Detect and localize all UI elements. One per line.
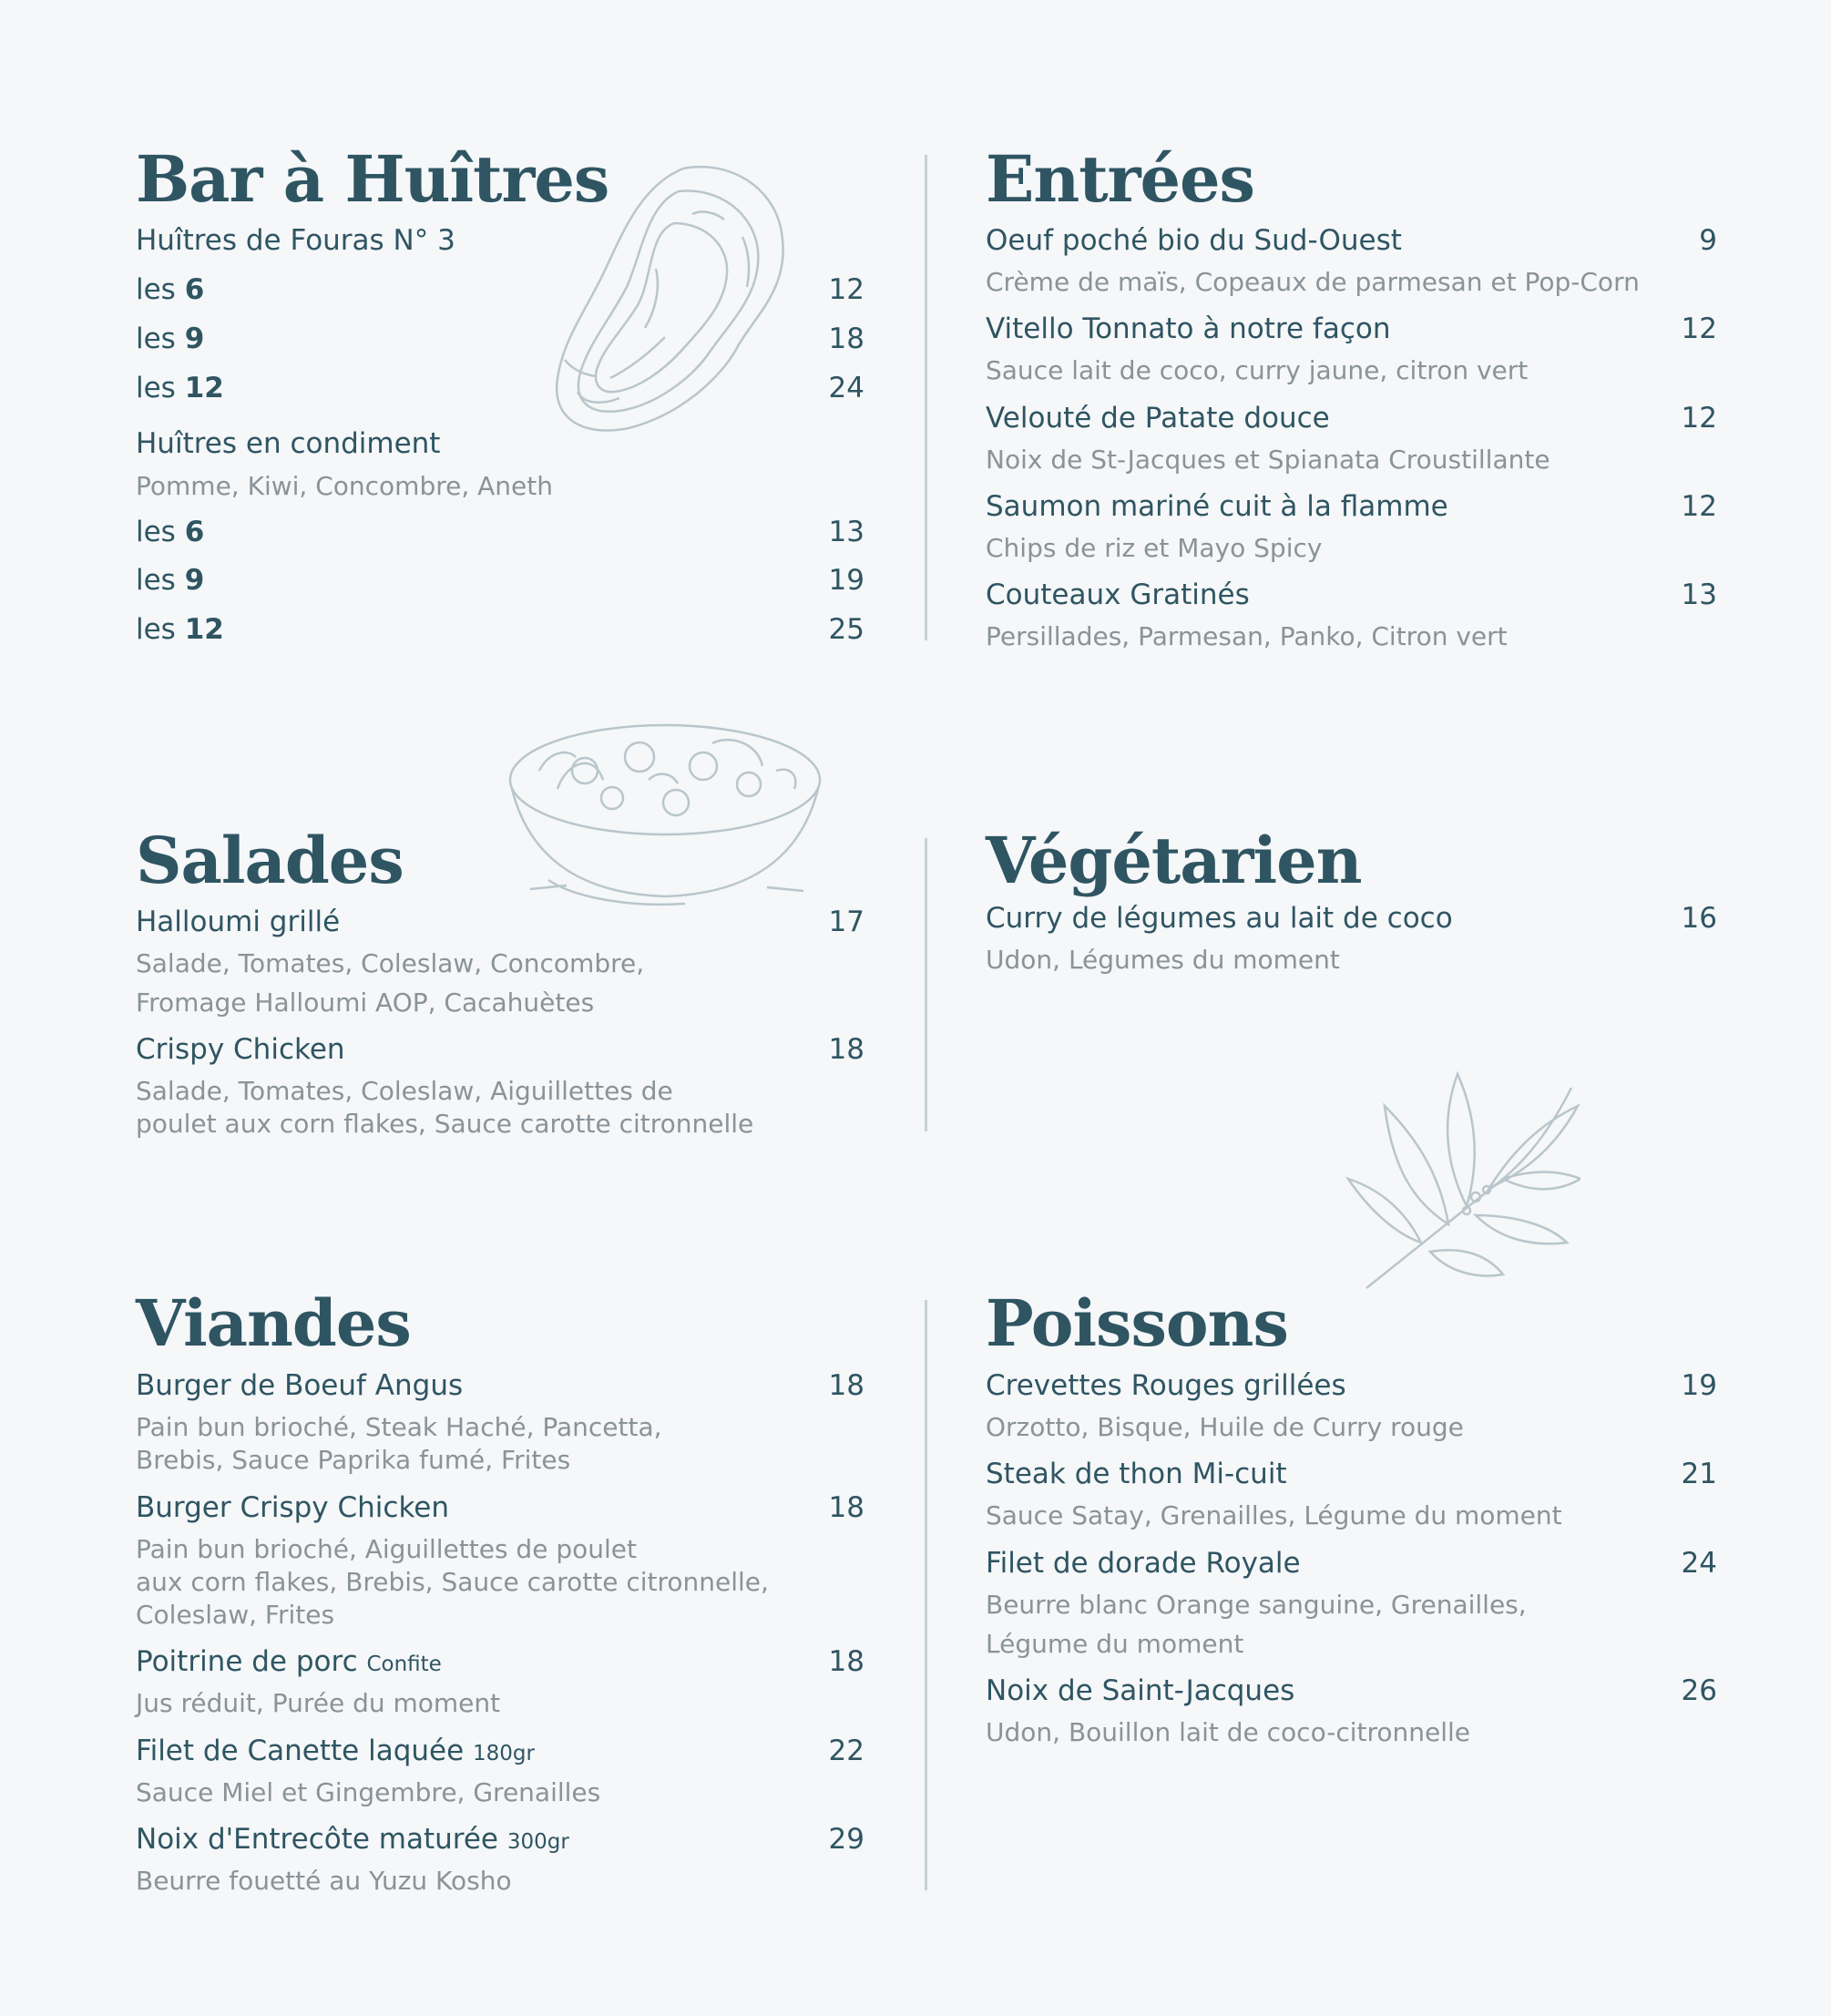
item-description: Salade, Tomates, Coleslaw, Concombre,: [136, 948, 645, 978]
item-name: Noix de Saint-Jacques: [986, 1674, 1295, 1707]
menu-item: [136, 1029, 864, 1069]
item-description: aux corn flakes, Brebis, Sauce carotte citronnelle,: [136, 1567, 769, 1597]
section-bar-huitres: [136, 141, 864, 658]
section-poissons: [986, 1285, 1717, 1765]
item-description: Udon, Légumes du moment: [986, 945, 1340, 975]
menu-item: [986, 486, 1717, 527]
menu-item: [986, 398, 1717, 438]
section-vegetarien: [986, 823, 1717, 993]
column-divider-middle: [925, 838, 927, 1131]
item-price: 18: [828, 1491, 864, 1524]
item-description: Salade, Tomates, Coleslaw, Aiguillettes de: [136, 1076, 673, 1106]
menu-group-title: Huîtres en condiment: [136, 427, 441, 460]
item-price: 12: [1681, 490, 1717, 523]
item-price: 12: [828, 273, 864, 306]
item-name: Saumon mariné cuit à la flamme: [986, 490, 1448, 523]
item-price: 17: [828, 906, 864, 938]
item-price: 19: [828, 564, 864, 597]
menu-item: [986, 309, 1717, 349]
item-name: Velouté de Patate douce: [986, 402, 1330, 435]
item-description: Fromage Halloumi AOP, Cacahuètes: [136, 988, 595, 1018]
menu-item: [986, 1366, 1717, 1406]
item-description: Sauce Miel et Gingembre, Grenailles: [136, 1777, 601, 1807]
item-description: Orzotto, Bisque, Huile de Curry rouge: [986, 1412, 1464, 1442]
section-title: Entrées: [986, 141, 1254, 217]
item-price: 16: [1681, 902, 1717, 935]
item-price: 13: [828, 516, 864, 548]
item-price: 24: [828, 372, 864, 404]
section-salades: [136, 823, 864, 1148]
menu-item: [986, 1454, 1717, 1494]
menu-item: Poitrine de porc Confite 18: [136, 1642, 864, 1682]
item-name: Curry de légumes au lait de coco: [986, 902, 1453, 935]
item-price: 12: [1681, 402, 1717, 435]
item-price: 24: [1681, 1547, 1717, 1580]
item-description: Sauce Satay, Grenailles, Légume du moment: [986, 1500, 1562, 1530]
item-price: 26: [1681, 1674, 1717, 1707]
menu-item: [136, 902, 864, 942]
menu-item: [986, 898, 1717, 938]
item-description: Chips de riz et Mayo Spicy: [986, 533, 1323, 563]
menu-item: [986, 220, 1717, 261]
column-divider-bottom: [925, 1300, 927, 1890]
column-divider-top: [925, 155, 927, 640]
item-price: 25: [828, 613, 864, 646]
item-name: Halloumi grillé: [136, 906, 341, 938]
item-price: 18: [828, 1369, 864, 1402]
item-name: Oeuf poché bio du Sud-Ouest: [986, 224, 1402, 257]
item-name: Crevettes Rouges grillées: [986, 1369, 1346, 1402]
menu-item: les 9 18: [136, 319, 864, 359]
section-title: Bar à Huîtres: [136, 141, 609, 217]
item-name: Burger de Boeuf Angus: [136, 1369, 464, 1402]
item-description: Udon, Bouillon lait de coco-citronnelle: [986, 1717, 1470, 1747]
item-price: 29: [828, 1823, 864, 1856]
item-price: 18: [828, 1645, 864, 1678]
item-price: 22: [828, 1735, 864, 1767]
item-name: Crispy Chicken: [136, 1033, 345, 1066]
item-name: Poitrine de porc: [136, 1645, 367, 1678]
item-price: 19: [1681, 1369, 1717, 1402]
menu-item: [136, 1366, 864, 1406]
section-title: Viandes: [136, 1285, 411, 1361]
item-name: Filet de Canette laquée: [136, 1735, 474, 1767]
menu-item: les 6 12: [136, 270, 864, 310]
menu-item: les 6 13: [136, 512, 864, 552]
item-name: Steak de thon Mi-cuit: [986, 1458, 1287, 1490]
section-title: Poissons: [986, 1285, 1288, 1361]
menu-item: [986, 1543, 1717, 1583]
item-name: Burger Crispy Chicken: [136, 1491, 450, 1524]
item-description: Crème de maïs, Copeaux de parmesan et Pop-Corn: [986, 267, 1640, 297]
item-name: Couteaux Gratinés: [986, 578, 1250, 611]
menu-item: les 12 25: [136, 609, 864, 650]
menu-item: les 9 19: [136, 560, 864, 600]
item-description: Pain bun brioché, Steak Haché, Pancetta,: [136, 1412, 662, 1442]
item-description: Beurre blanc Orange sanguine, Grenailles,: [986, 1590, 1527, 1620]
menu-item: [986, 1671, 1717, 1711]
menu-item: les 12 24: [136, 368, 864, 408]
item-description: Pain bun brioché, Aiguillettes de poulet: [136, 1534, 637, 1564]
menu-item: Noix d'Entrecôte maturée 300gr 29: [136, 1819, 864, 1859]
item-name: Filet de dorade Royale: [986, 1547, 1301, 1580]
item-description: Beurre fouetté au Yuzu Kosho: [136, 1866, 512, 1896]
item-description: Pomme, Kiwi, Concombre, Aneth: [136, 471, 553, 501]
menu-item: [986, 575, 1717, 615]
item-price: 18: [828, 322, 864, 355]
section-entrees: [986, 141, 1717, 658]
menu-item: [136, 1488, 864, 1528]
item-description: Noix de St-Jacques et Spianata Croustillante: [986, 445, 1550, 475]
item-price: 12: [1681, 312, 1717, 345]
section-viandes: [136, 1285, 864, 1902]
menu-item: Filet de Canette laquée 180gr 22: [136, 1731, 864, 1771]
leaf-branch-icon: [1339, 1069, 1580, 1311]
item-description: Coleslaw, Frites: [136, 1600, 335, 1630]
item-description: Persillades, Parmesan, Panko, Citron vert: [986, 621, 1508, 651]
item-price: 9: [1699, 224, 1717, 257]
item-name: Noix d'Entrecôte maturée: [136, 1823, 507, 1856]
section-title: Végétarien: [986, 823, 1362, 898]
item-description: Jus réduit, Purée du moment: [136, 1688, 501, 1718]
item-description: Brebis, Sauce Paprika fumé, Frites: [136, 1445, 571, 1475]
item-description: poulet aux corn flakes, Sauce carotte citronnelle: [136, 1109, 754, 1139]
item-description: Légume du moment: [986, 1629, 1244, 1659]
item-name: Vitello Tonnato à notre façon: [986, 312, 1391, 345]
menu-group-title: Huîtres de Fouras N° 3: [136, 224, 455, 257]
item-price: 18: [828, 1033, 864, 1066]
item-description: Sauce lait de coco, curry jaune, citron vert: [986, 355, 1529, 385]
section-title: Salades: [136, 823, 404, 898]
item-price: 21: [1681, 1458, 1717, 1490]
item-price: 13: [1681, 578, 1717, 611]
